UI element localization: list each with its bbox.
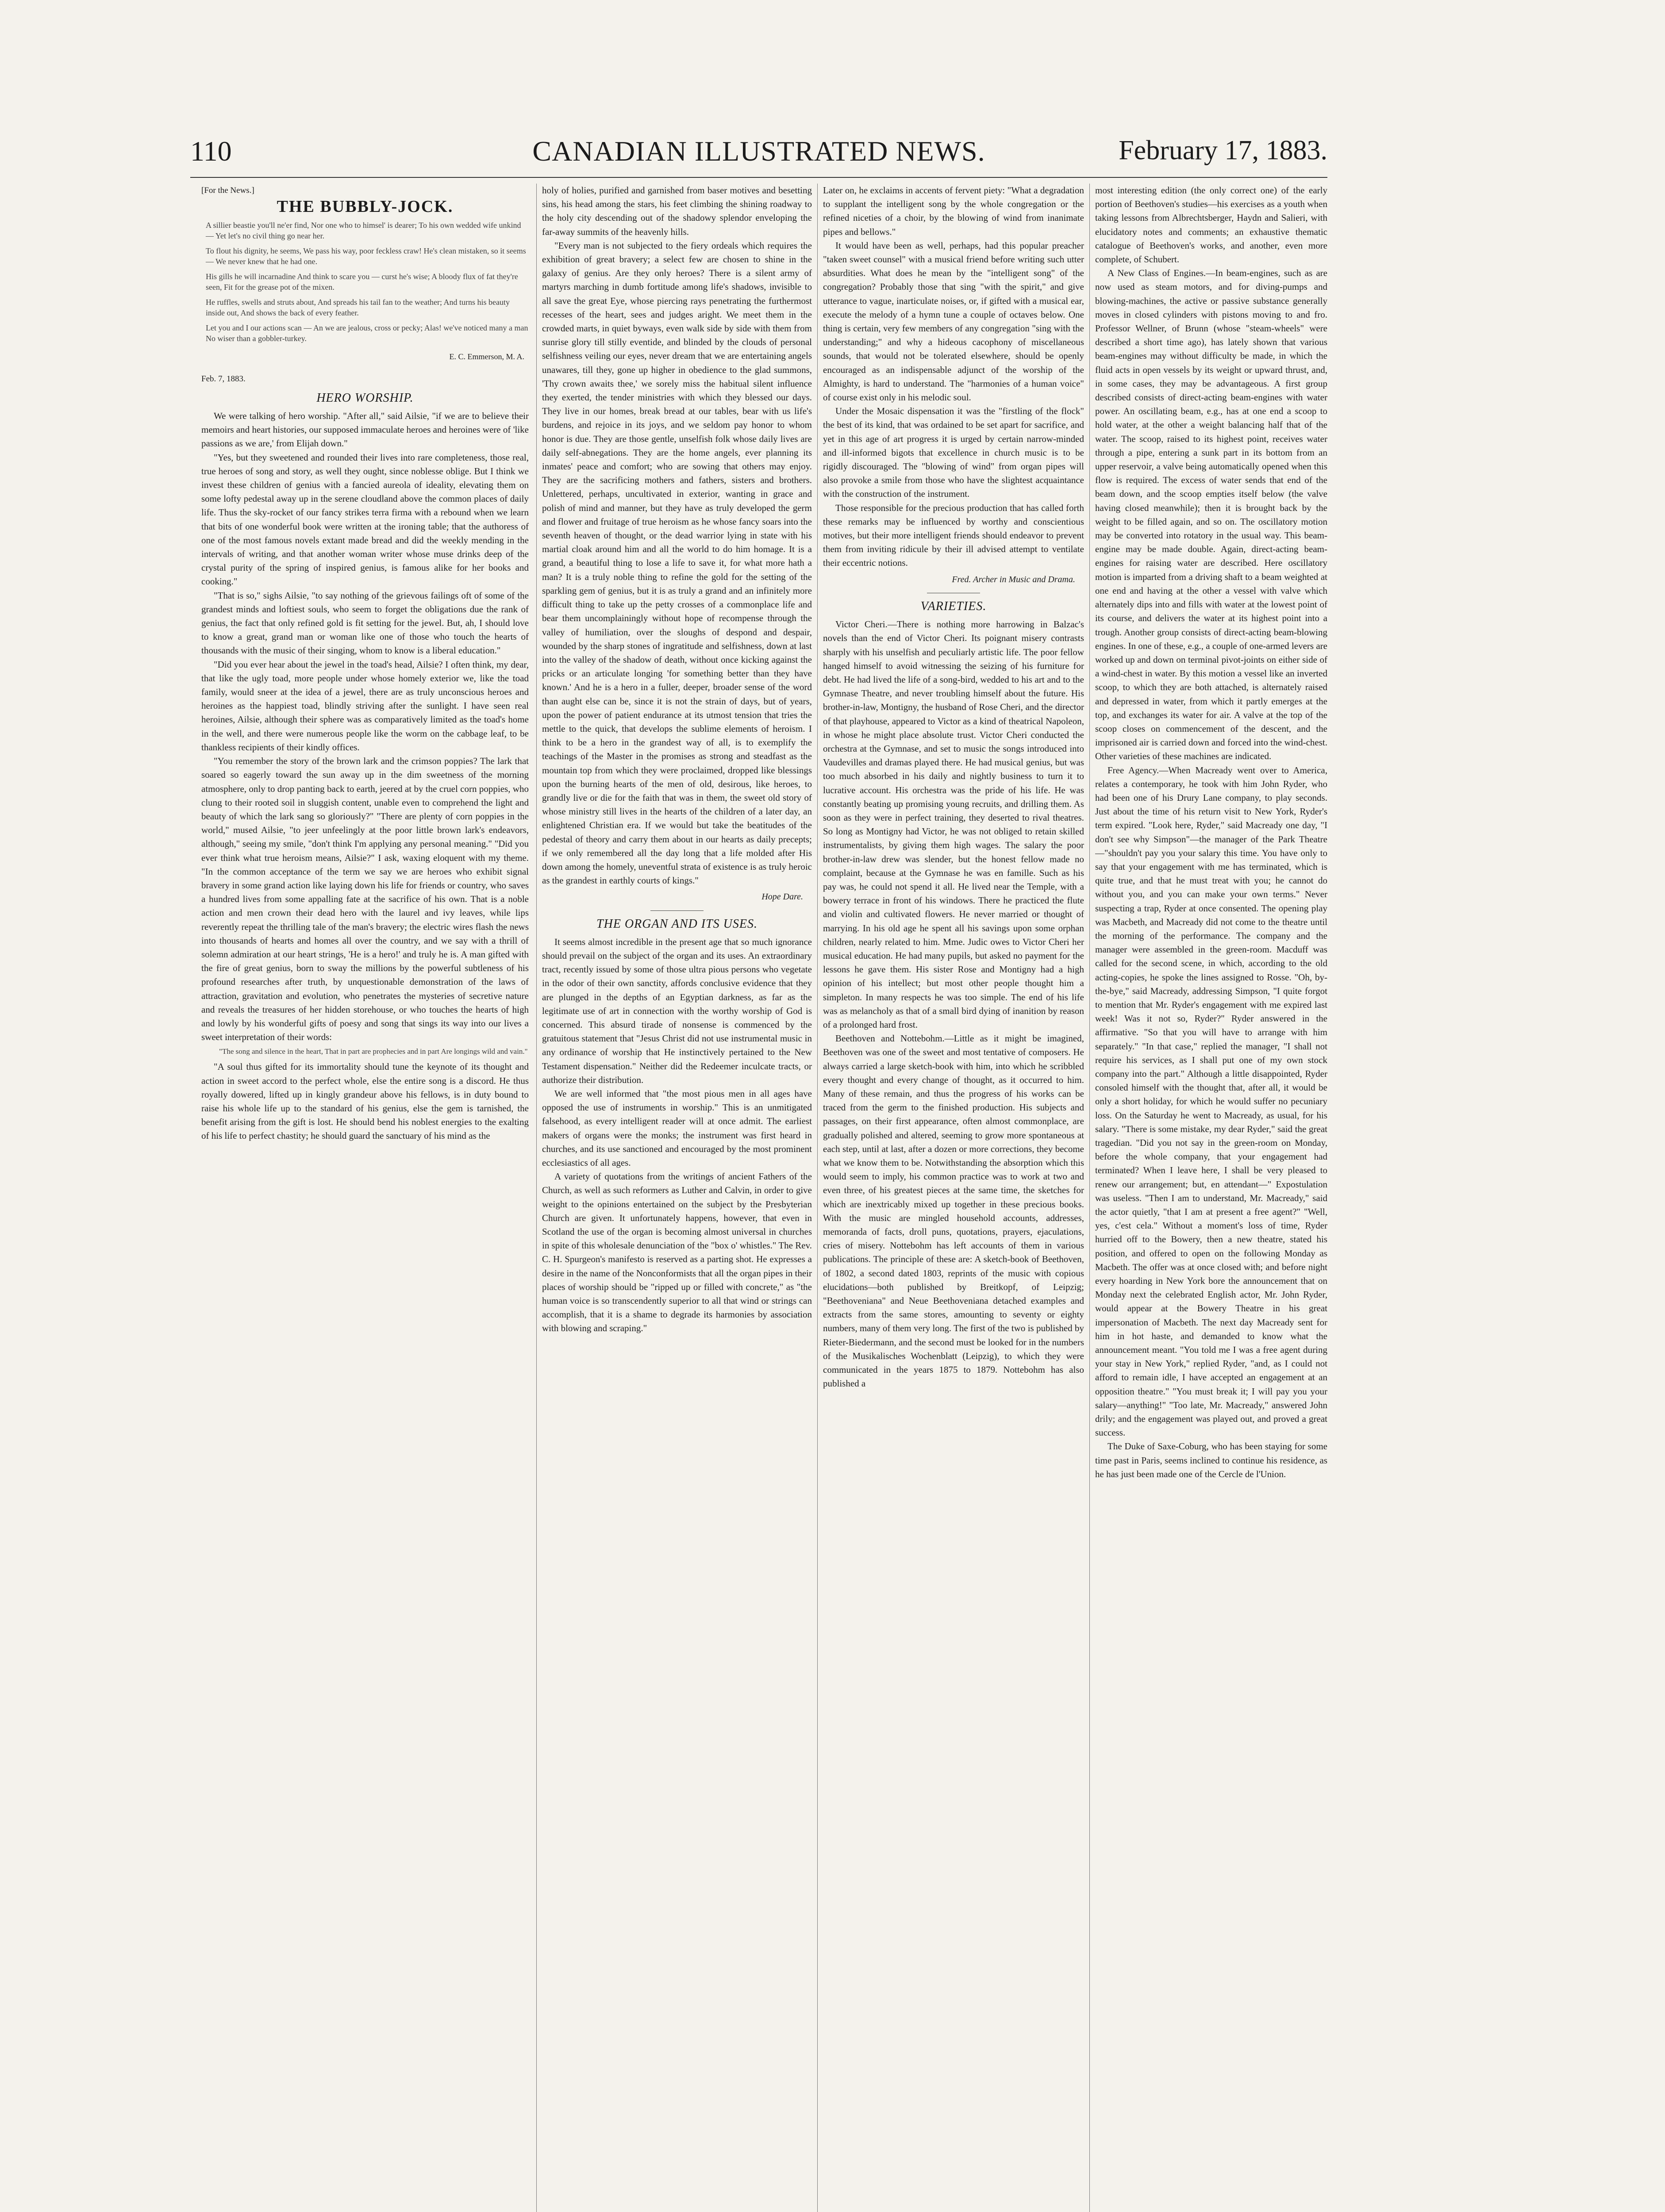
paragraph: "A soul thus gifted for its immortality should tune the keynote of its thought and action in sweet accord to the perfect whole, else the entire song is a discord. He thus royally dowered, lifted up in kingly grandeur above his fellows, is in duty bound to raise his whole life up to the standard of his genius, else the gem is tarnished, the benefit arising from the gift is lost. He should bend his noblest energies to the exalting of his life to perfect chastity; he should guard the sanctuary of his mind as the [201,1061,529,1141]
paragraph: most interesting edition (the only correct one) of the early portion of Beethoven's studies—his exercises as a youth when taking lessons from Albrechtsberger, Haydn and Salieri, with elucidatory notes and comments; an exhaustive thematic catalogue of Beethoven's works, and another, even more complete, of Schubert. [1095,185,1327,265]
column-4 [1095,184,1327,2212]
organ-article-title: THE ORGAN AND ITS USES. [596,917,758,931]
masthead: CANADIAN ILLUSTRATED NEWS. [532,135,985,167]
column-2 [542,184,812,2212]
column-3 [823,184,1084,2212]
paragraph: "Every man is not subjected to the fiery ordeals which requires the exhibition of great bravery; a select few are chosen to shine in the galaxy of genius. Are they only heroes? There is a silent army of martyrs marching in dumb fortitude among life's shadows, invisible to all save the great Eye, whose piercing rays penetrating the furthermost recesses of the heart, sees and judges aright. We meet them in the crowded marts, in quiet byways, even walk side by side with them from sunrise glory till stilly eventide, and blinded by the clouds of personal selfishness veiling our eyes, never dream that we are entertaining angels unawares, till they, gone up higher in obedience to the glad summons, 'Thy crown awaits thee,' we sorely miss the habitual silent influence they exerted, the tender ministries with which they blessed our days. They live in our homes, break bread at our tables, bear with us life's burdens, and rejoice in its joys, and we seldom pay honor to whom honor is due. They are those gentle, unselfish folk whose daily lives are daily self-abnegations. They are the home angels, ever planning its inmates' peace and comfort; who are sowing that others may enjoy. They are the sacrificing mothers and fathers, sisters and brothers. Unlettered, perhaps, uncultivated in exterior, wanting in grace and polish of mind and manner, but they have as truly developed the germ and flower and fruitage of true heroism as he whose fancy soars into the seventh heaven of thought, or the dead warrior lying in state with his martial cloak around him and all the world to do him homage. It is a grand, a beautiful thing to lose a life to save it, for what more hath a man? It is a truly noble thing to refine the gold for the setting of the sparkling gem of genius, but it is as truly a grand and an infinitely more difficult thing to take up the petty crosses of a commonplace life and bear them uncomplainingly without hope of recompense through the valley of humiliation, over the sloughs of despond and despair, wounded by the sharp stones of ingratitude and selfishness, down at last into the valley of the shadow of death, without once kicking against the pricks or an articulate longing 'for something better than they have known.' And he is a hero in a fuller, deeper, broader sense of the word than aught else can be, since it is not the strain of days, but of years, upon the power of patient endurance at its utmost tension that tries the mettle to the quick, that develops the sublime elements of heroism. I think to be a hero in the grandest way of all, is to exemplify the teachings of the Master in the promises as strong and steadfast as the mountain top from which they were proclaimed, dropped like blessings upon the burning hearts of the men of old, desirous, like heroes, to grandly live or die for the faith that was in them, the sweet old story of whose ministry still lives in the hearts of the children of a later day, an enlightened Christian era. If we would but take the beatitudes of the pedestal of theory and carry them about in our hearts as daily precepts; if we only remembered all the day long that a life molded after His down among the homely, uneventful strata of existence is as truly heroic as the grandest in earthly courts of kings." [542,240,812,886]
paragraph: It would have been as well, perhaps, had this popular preacher "taken sweet counsel" with a musical friend before writing such utter absurdities. What does he mean by the "intelligent song" of the congregation? Probably those that sing "with the spirit," and give utterance to vague, inarticulate noises, or, if gifted with a musical ear, execute the melody of a hymn tune a couple of octaves below. One thing is certain, very few members of any congregation "sing with the understanding;" and why a hideous cacophony of miscellaneous sounds, that would not be tolerated elsewhere, should be openly encouraged as an indispensable adjunct of the worship of the Almighty, is hard to understand. The "harmonies of a human voice" of course exist only in his melodic soul. [823,240,1084,403]
poem-stanza: Let you and I our actions scan — An we are jealous, cross or pecky; Alas! we've noticed many a man No wiser than a gobbler-turkey. [206,323,528,343]
for-the-news-label: [For the News.] [201,186,254,195]
column-divider [1089,184,1090,2212]
variety-item: The Duke of Saxe-Coburg, who has been staying for some time past in Paris, seems inclined to continue his residence, as he has just been made one of the Cercle de l'Union. [1095,1441,1327,1479]
paragraph: Later on, he exclaims in accents of fervent piety: "What a degradation to supplant the intelligent song by the whole congregation or the refined niceties of a choir, by the blowing of wind from inanimate pipes and bellows." [823,185,1084,237]
column-1 [201,184,529,2212]
paragraph: "You remember the story of the brown lark and the crimson poppies? The lark that soared so eagerly toward the sun away up in the dim sweetness of the morning atmosphere, only to drop panting back to earth, jeered at by the cruel corn poppies, who clung to their rooted soil in sluggish content, unable even to comprehend the light and beauty of which the lark sang so gloriously?" "There are plenty of corn poppies in the world," mused Ailsie, "to jeer unfeelingly at the poor little brown lark's endeavors, although," seeing my smile, "don't think I'm applying any personal meaning." "Did you ever think what true heroism means, Ailsie?" I ask, waxing eloquent with my theme. "In the common acceptance of the term we say we are heroes who exhibit signal bravery in some grand action like laying down his life for friends or country, who saves a hundred lives from some appalling fate at the sacrifice of his own. That is a noble action and men crown their dead hero with the laurel and ivy leaves, while lips reverently repeat the thrilling tale of the man's bravery; the electric wires flash the news into thousands of hearts and homes all over the country, and we say with a thrill of solemn admiration at our heart strings, 'He is a hero!' and truly he is. A man gifted with the fire of great genius, born to sway the millions by the powerful subtleness of his profound researches after truth, by unquestionable demonstration of the laws of attraction, gravitation and evolution, who penetrates the mysteries of secretive nature and reveals the treasures of her hidden storehouse, or who touches the hearts of high and lowly by his wonderful gifts of poesy and song that sings its way into our lives a sweet interpretation of their words: [201,756,529,1043]
paragraph: A variety of quotations from the writings of ancient Fathers of the Church, as well as such reformers as Luther and Calvin, in order to give weight to the opinions entertained on the subject by the Presbyterian Church are given. It unfortunately happens, however, that even in Scotland the use of the organ is becoming almost universal in churches in spite of this wholesale denunciation of the "box o' whistles." The Rev. C. H. Spurgeon's manifesto is reserved as a parting shot. He expresses a desire in the name of the Nonconformists that all the organ pipes in their places of worship should be "ripped up or filled with concrete," as "the human voice is so transcendently superior to all that wind or strings can accomplish, that it is a shame to degrade its harmonies by association with blowing and scraping." [542,1171,812,1334]
poem-stanza: To flout his dignity, he seems, We pass his way, poor feckless craw! He's clean mistaken, so it seems — We never knew that he had one. [206,246,526,266]
poem-stanza: A sillier beastie you'll ne'er find, Nor one who to himsel' is dearer; To his own wedded wife unkind — Yet let's no civil thing go near her. [206,221,521,241]
inline-quote: "The song and silence in the heart, That in part are prophecies and in part Are longings wild and vain." [219,1047,528,1056]
section-rule [650,910,704,911]
paragraph: "Did you ever hear about the jewel in the toad's head, Ailsie? I often think, my dear, that like the ugly toad, more people under whose homely exterior we, like the toad family, would sneer at the idea of a jewel, there are as truly unconscious heroes and heroines as the happiest toad, blindly striving after the sunlight. I have seen real heroines, Ailsie, although their sphere was as comparatively limited as the toad's home in the well, and there were numerous people like the worm on the cabbage leaf, to be thankless recipients of their kindly offices. [201,659,529,753]
variety-item: A New Class of Engines.—In beam-engines, such as are now used as steam motors, and for diving-pumps and blowing-machines, the active or passive substance generally moves in closed cylinders with pistons moving to and fro. Professor Wellner, of Brunn (whose "steam-wheels" were described a short time ago), has lately shown that various beam-engines may without difficulty be made, in which the fluid acts in open vessels by its weight or upward thrust, and, in some cases, they may be advantageous. A first group described consists of direct-acting beam-engines with water power. An oscillating beam, e.g., has at one end a scoop to hold water, at the other a weight balancing half that of the water. The scoop, raised to its highest point, receives water through a pipe, entering a sunk part in its bottom from an upper reservoir, a valve being automatically opened when this flow is required. The excess of water sends that end of the beam down, and the scoop empties itself below (the valve having closed meanwhile); then it is brought back by the weight to be filled again, and so on. The oscillatory motion may be converted into rotatory in the usual way. This beam-engine may be made double. Again, direct-acting beam-engines for raising water are described. Here oscillatory motion is imparted from a driving shaft to a beam weighted at one end and having at the other a vessel with valve which alternately dips into and fills with water at the lowest point of its course, and delivers the water at its highest point into a trough. Another group consists of direct-acting beam-blowing engines. In one of these, e.g., a couple of one-armed levers are worked up and down on terminal pivot-joints on either side of a wind-chest in water. By this motion a vessel like an inverted scoop, to which they are both attached, is alternately raised and depressed in water, from which it partly emerges at the top, and exchanges its water for air. A valve at the top of the scoop closes on commencement of the descent, and the imprisoned air is carried down and forced into the wind-chest. Other varieties of these machines are indicated. [1095,268,1327,762]
variety-item: Victor Cheri.—There is nothing more harrowing in Balzac's novels than the end of Victor Cheri. Its poignant misery contrasts sharply with his unselfish and peculiarly artistic life. The poor fellow hanged himself to avoid witnessing the seizing of his furniture for debt. He had lived the life of a song-bird, wedded to his art and to the Gymnase Theatre, and never troubling himself about the future. His brother-in-law, Montigny, the husband of Rose Cheri, and the director of that playhouse, appeared to Victor as a kind of theatrical Napoleon, in whose he might place absolute trust. Victor Cheri conducted the orchestra at the Gymnase, and set to music the songs introduced into Vaudevilles and dramas played there. He had musical genius, but was too much absorbed in his daily and nightly business to turn it to lucrative account. His orchestra was the pride of his life. He was constantly beating up promising young recruits, and drilling them. As soon as they were in perfect training, they deserted to rival theatres. So long as Montigny had Victor, he was not obliged to retain skilled instrumentalists, by giving them high wages. The salary the poor brother-in-law drew was slender, but the honest fellow made no complaint, because at the Gymnase he was en famille. Such as his pay was, he could not spend it all. He lived near the Temple, with a bowery terrace in front of his windows. There he practiced the flute and violin and cultivated flowers. He never married or thought of marrying. In his old age he spent all his savings upon some orphan children, nearly related to him. Mme. Judic owes to Victor Cheri her musical education. He had many pupils, but asked no payment for the lessons he gave them. His sister Rose and Montigny had a high opinion of his intellect; but most other people thought him a simpleton. In many respects he was too simple. The end of his life was as melancholy as that of a small bird dying of inanition by reason of a prolonged hard frost. [823,619,1084,1030]
issue-date: February 17, 1883. [1119,135,1327,165]
paragraph: "That is so," sighs Ailsie, "to say nothing of the grievous failings oft of some of the grandest minds and loftiest souls, who seem to forget the obligations due the rank of genius, the fact that only refined gold is fit setting for the jewel. But, ah, I should love to know a great, grand man or woman like one of those who touch the hearts of thousands with the music of their singing, whom to know is a liberal education." [201,590,529,656]
poem-title: THE BUBBLY-JOCK. [277,197,454,216]
story-credit: Hope Dare. [761,892,803,902]
column-divider [817,184,818,2212]
poem-author: E. C. Emmerson, M. A. [449,352,524,361]
header-rule [190,177,1327,178]
varieties-title: VARIETIES. [920,599,987,613]
paragraph: Under the Mosaic dispensation it was the "firstling of the flock" the best of its kind, that was ordained to be set apart for sacrifice, and yet in this age of art progress it is urged by certain narrow-minded and ill-informed bigots that excellence in church music is to be rigidly discouraged. The "blowing of wind" from organ pipes will also provoke a smile from those who have the slightest acquaintance with the construction of the instrument. [823,406,1084,499]
paragraph: Those responsible for the precious production that has called forth these remarks may be influenced by worthy and conscientious motives, but their more intelligent friends should endeavor to prevent them from inviting ridicule by their ill advised attempt to ventilate their eccentric notions. [823,502,1084,568]
variety-item: Beethoven and Nottebohm.—Little as it might be imagined, Beethoven was one of the sweet and most tentative of composers. He always carried a large sketch-book with him, into which he scribbled every thought and every change of thought, as it occurred to him. Many of these remain, and thus the progress of his works can be traced from the germ to the finished production. His subjects and passages, on their first appearance, often almost commonplace, are gradually polished and altered, seeming to grow more spontaneous at each step, until at last, after a dozen or more corrections, they become what we know them to be. Notwithstanding the absorption which this would seem to imply, his common practice was to work at two and even three, of his greatest pieces at the same time, the sketches for which are inextricably mixed up together in these precious books. With the music are mingled household accounts, addresses, memoranda of facts, droll puns, quotations, prayers, ejaculations, cries of misery. Nottebohm has left accounts of them in various publications. The principle of these are: A sketch-book of Beethoven, of 1802, a second dated 1803, reprints of the music with copious elucidations—both published by Breitkopf, of Leipzig; "Beethoveniana" and Neue Beethoveniana detached examples and extracts from the same stores, amounting to seventy or eighty numbers, many of them very long. The first of the two is published by Rieter-Biedermann, and the second must be looked for in the numbers of the Musikalisches Wochenblatt (Leipzig), to which they were communicated in the years 1875 to 1879. Nottebohm has also published a [823,1033,1084,1389]
poem-date: Feb. 7, 1883. [201,374,246,384]
paragraph: "Yes, but they sweetened and rounded their lives into rare completeness, those real, true heroes of song and story, as well they ought, since noblesse oblige. But I think we invest these children of genius with a fancied aureola of ideality, elevating them on some lofty pedestal away up in the serene cloudland above the common places of daily life. Thus the sky-rocket of our fancy strikes terra firma with a rebound when we learn that bits of one wonderful book were written at the ironing table; that the authoress of one of the most famous novels extant made bread and did the weekly mending in the intervals of writing, and that another woman writer whose muse drinks deep of the crystal purity of the spring of inspired genius, is famous alike for her books and cooking." [201,452,529,587]
poem [206,220,529,344]
paragraph: We are well informed that "the most pious men in all ages have opposed the use of instruments in worship." This is an unmitigated falsehood, as every intelligent reader will at once admit. The earliest makers of organs were the monks; the instrument was first heard in churches, and its use sanctioned and encouraged by the most prominent ecclesiastics of all ages. [542,1088,812,1168]
story-title: HERO WORSHIP. [316,391,414,405]
paragraph: holy of holies, purified and garnished from baser motives and besetting sins, his head among the stars, his feet climbing the shining roadway to the holy city descending out of the shadowy splendor enveloping the far-away summits of the heavenly hills. [542,185,812,237]
organ-article-credit: Fred. Archer in Music and Drama. [952,574,1075,584]
column-divider [536,184,537,2212]
paragraph: We were talking of hero worship. "After all," said Ailsie, "if we are to believe their memoirs and heart histories, our supposed immaculate heroes and heroines were of 'like passions as we are,' from Elijah down." [201,411,529,449]
poem-stanza: His gills he will incarnadine And think to scare you — curst he's wise; A bloody flux of fat they're seen, Fit for the grease pot of the mixen. [206,272,518,292]
page-header [190,135,1327,170]
page-number: 110 [190,135,232,167]
poem-stanza: He ruffles, swells and struts about, And spreads his tail fan to the weather; And turns his beauty inside out, And shows the back of every feather. [206,298,510,318]
paragraph: It seems almost incredible in the present age that so much ignorance should prevail on the subject of the organ and its uses. An extraordinary tract, recently issued by some of those ultra pious persons who vegetate in the odor of their own sanctity, affords conclusive evidence that they are plunged in the depths of an Egyptian darkness, as far as the legitimate use of art in connection with the worthy worship of God is concerned. This absurd tirade of nonsense is commenced by the gratuitous statement that "Jesus Christ did not use instrumental music in any ordinance of worship that He instinctively pertained to the New Testament dispensation." Neither did the Redeemer inculcate tracts, or authorize their distribution. [542,936,812,1085]
variety-item: Free Agency.—When Macready went over to America, relates a contemporary, he took with him John Ryder, who had been one of his Drury Lane company, to play seconds. Just about the time of his return visit to New York, Ryder's term expired. "Look here, Ryder," said Macready one day, "I don't see why Simpson"—the manager of the Park Theatre—"shouldn't pay you your salary this time. You have only to say that your engagement with me has terminated, which is quite true, and that he must treat with you; he cannot do without you, and you can make your own terms." Never suspecting a trap, Ryder at once consented. The opening play was Macbeth, and Macready did not come to the theatre until the morning of the performance. The company and the manager were assembled in the green-room. Macduff was called for the second scene, in which, according to the old acting-copies, he spoke the lines assigned to Rosse. "Oh, by-the-bye," said Macready, addressing Simpson, "I quite forgot to mention that Mr. Ryder's engagement with me expired last week! Was it not so, Ryder?" Ryder answered in the affirmative. "So that you will have to arrange with him separately." "In that case," replied the manager, "I shall not require his services, as I shall put one of my own stock company into the part." Although a little disappointed, Ryder consoled himself with the thought that, after all, it would be only a short holiday, for which he would suffer no pecuniary loss. On the Saturday he went to Macready, as usual, for his salary. "There is some mistake, my dear Ryder," said the great tragedian. "Did you not say in the green-room on Monday, before the whole company, that your engagement had terminated? When I leave here, I shall be very pleased to renew our arrangement; but, en attendant—" Expostulation was useless. "Then I am to understand, Mr. Macready," said the actor quietly, "that I am at present a free agent?" "Well, yes, c'est cela." Without a moment's loss of time, Ryder hurried off to the Bowery, then a new theatre, stated his position, and offered to open on the following Monday as Macbeth. The offer was at once closed with; and before night every hoarding in New York bore the announcement that on Monday next the celebrated English actor, Mr. John Ryder, would appear at the Bowery Theatre in his great impersonation of Macbeth. The next day Macready sent for him in hot haste, and demanded to know what the announcement meant. "You told me I was a free agent during your stay in New York," replied Ryder, "and, as I could not afford to remain idle, I have accepted an engagement at an opposition theatre." "You must break it; I will pay you your salary—anything!" "Too late, Mr. Macready," answered John drily; and the engagement was played out, and proved a great success. [1095,764,1327,1438]
